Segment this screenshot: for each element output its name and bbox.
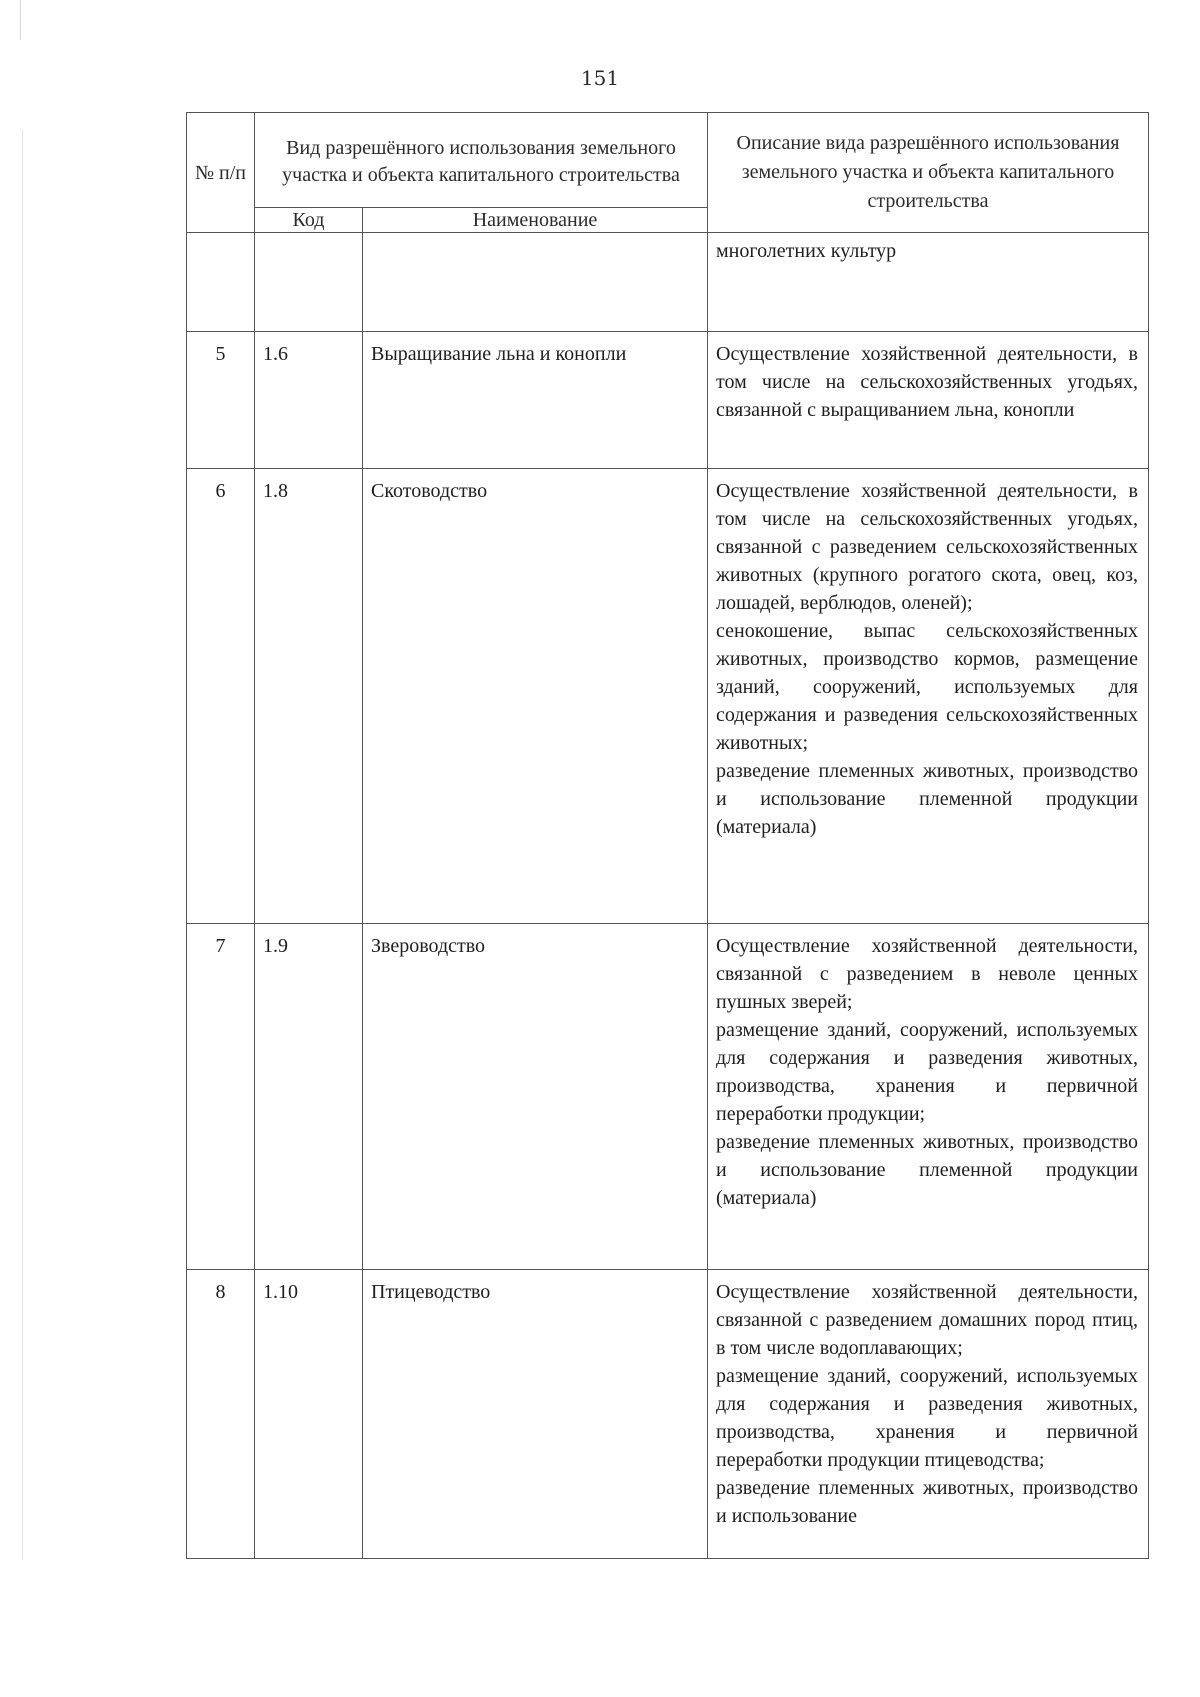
row-code: 1.9 <box>255 924 363 1270</box>
row-code: 1.8 <box>255 469 363 924</box>
description-paragraph: многолетних культур <box>716 240 897 262</box>
header-code: Код <box>255 208 363 233</box>
description-paragraph: размещение зданий, сооружений, используемых для содержания и разведения животных, производства, хранения и первичной переработки продукции; <box>716 1019 1138 1125</box>
scan-edge-mark <box>20 0 21 40</box>
description-paragraph: разведение племенных животных, производство и использование племенной продукции (материала) <box>716 760 1138 838</box>
row-code: 1.6 <box>255 332 363 469</box>
row-name: Выращивание льна и конопли <box>363 332 708 469</box>
row-number: 5 <box>187 332 255 469</box>
description-paragraph: Осуществление хозяйственной деятельности, в том числе на сельскохозяйственных угодьях, связанной с выращиванием льна, конопли <box>716 343 1138 421</box>
header-number: № п/п <box>187 113 255 233</box>
description-paragraph: Осуществление хозяйственной деятельности, связанной с разведением в неволе ценных пушных зверей; <box>716 935 1138 1013</box>
table-row <box>187 924 1149 1270</box>
row-number: 6 <box>187 469 255 924</box>
row-name: Звероводство <box>363 924 708 1270</box>
description-paragraph: Осуществление хозяйственной деятельности, связанной с разведением домашних пород птиц, в том числе водоплавающих; <box>716 1281 1138 1359</box>
row-code <box>255 233 363 332</box>
row-description <box>708 233 1149 332</box>
description-paragraph: разведение племенных животных, производство и использование <box>716 1477 1138 1527</box>
row-description <box>708 1270 1149 1559</box>
row-description <box>708 924 1149 1270</box>
table-header <box>187 113 1149 233</box>
table-row <box>187 332 1149 469</box>
description-paragraph: разведение племенных животных, производство и использование племенной продукции (материала) <box>716 1131 1138 1209</box>
row-code: 1.10 <box>255 1270 363 1559</box>
description-paragraph: сенокошение, выпас сельскохозяйственных животных, производство кормов, размещение зданий, сооружений, используемых для содержания и разведения сельскохозяйственных животных; <box>716 620 1138 754</box>
page-number: 151 <box>580 66 620 90</box>
header-land-use-type: Вид разрешённого использования земельного участка и объекта капитального строительства <box>255 113 708 208</box>
row-name: Скотоводство <box>363 469 708 924</box>
row-number <box>187 233 255 332</box>
row-name: Птицеводство <box>363 1270 708 1559</box>
table-row <box>187 1270 1149 1559</box>
row-number: 8 <box>187 1270 255 1559</box>
row-number: 7 <box>187 924 255 1270</box>
row-description <box>708 332 1149 469</box>
table-row <box>187 469 1149 924</box>
table-row <box>187 233 1149 332</box>
description-paragraph: размещение зданий, сооружений, используемых для содержания и разведения животных, производства, хранения и первичной переработки продукции птицеводства; <box>716 1365 1138 1471</box>
description-paragraph: Осуществление хозяйственной деятельности, в том числе на сельскохозяйственных угодьях, связанной с разведением сельскохозяйственных животных (крупного рогатого скота, овец, коз, лошадей, верблюдов, оленей); <box>716 480 1138 614</box>
header-description: Описание вида разрешённого использования земельного участка и объекта капитального строительства <box>708 113 1149 233</box>
land-use-table <box>186 112 1149 1559</box>
row-description <box>708 469 1149 924</box>
header-name: Наименование <box>363 208 708 233</box>
scan-edge-mark <box>22 130 23 1560</box>
row-name <box>363 233 708 332</box>
